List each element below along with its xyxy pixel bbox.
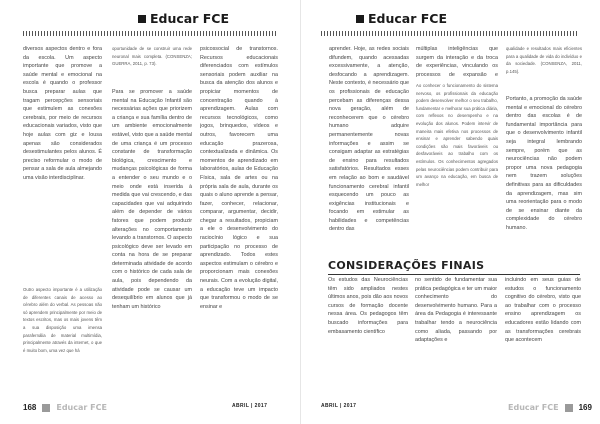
header-brand xyxy=(356,11,447,26)
footer-magazine-name: Educar FCE xyxy=(56,403,107,412)
right-footer xyxy=(508,403,592,412)
header-brand xyxy=(138,11,229,26)
left-footer-date xyxy=(232,403,267,409)
right-quote-box-cont: qualidade e resultados mais eficientes para a qualidade de vida do indivíduo e da sociedade. (CONSENZA, 2011, p.145). xyxy=(506,46,582,74)
magazine-name: Educar FCE xyxy=(150,11,229,26)
right-footer-date xyxy=(321,403,356,409)
left-quote-box-cont: oportunidade de se construir uma rede neuronal mais completa. (CONSENZA; GUERRA, 2011, p. 73). xyxy=(112,46,192,67)
issue-date: ABRIL | 2017 xyxy=(321,403,357,409)
header-rule xyxy=(321,31,579,36)
final-col3-text: incluindo em seus guias de estudos o funcionamento cognitivo do cérebro, visto que ao trabalhar com o processo ensino aprendizagem os educadores estão lidando com as transformações cerebrais que acontecem xyxy=(505,277,581,344)
footer-square-icon xyxy=(42,404,50,412)
header-rule xyxy=(23,31,278,36)
right-quote-box: Ao conhecer o funcionamento do sistema nervoso, os profissionais da educação podem desenvolver melhor o seu trabalho, fundamentar e melhorar sua prática diária, com reflexos no desempenho e na evolução dos alunos. Podem intervir de maneira mais efetiva nos processos de ensinar e aprender sabendo quais condições são mais favoráveis ou desfavoráveis ao trabalho com os estímulos. Os conhecimentos agregados pelas neurociências podem contribuir para um avanço na educação, em busca de melhor xyxy=(416,83,498,187)
left-footer xyxy=(23,403,107,412)
issue-date: ABRIL | 2017 xyxy=(232,403,268,409)
footer-square-icon xyxy=(565,404,573,412)
page-number: 169 xyxy=(578,403,592,412)
footer-magazine-name: Educar FCE xyxy=(508,403,559,412)
magazine-name: Educar FCE xyxy=(368,11,447,26)
page-number: 168 xyxy=(23,403,37,412)
final-col2-text: no sentido de fundamentar sua prática pedagógica e ter um maior conhecimento do desenvolvimento humano. Para a área da Pedagogia é interessante trabalhar tendo a neurociência como aliada, passando por adaptações e xyxy=(415,277,497,344)
final-col1-text: Os estudos das Neurociências têm sido ampliados nestes últimos anos, pois dão aos novos cursos de formação docente nessa área. Os pedagogos têm buscado informações para embasamento científico xyxy=(328,277,408,335)
square-icon xyxy=(356,15,364,23)
right-col1-text: aprender. Hoje, as redes sociais difundem, quando acessadas excessivamente, a atenção, desfocando a aprendizagem. Neste contexto, é necessário que os profissionais de educação percebam as diferenças dessa nova geração, além de reconhecerem que o cérebro humano adquire permanentemente novas informações e assim se consigam adaptar as estratégias de ensino para resultados satisfatórios. Resultados esses em relação ao bom e saudável funcionamento cerebral infantil esquecendo um pouco as exigências institucionais e focando em estimular as habilidades e competências dentro das xyxy=(329,46,409,233)
left-col1-text: diversos aspectos dentro e fora da escola. Um aspecto importante que promove a saúde mental e emocional na escola é quando o professor busca preparar aulas que tragam percepções sensoriais que estimulem as conexões cerebrais, por meio de recursos educacionais variados, visto que hoje aulas com giz e lousa apenas são considerados desestimulantes pelos alunos. É preciso reformular o modo de pensar a sala de aula almejando uma visão interdisciplinar. xyxy=(23,46,102,181)
right-col3-text: Portanto, a promoção da saúde mental e emocional do cérebro dentro das escolas é de fundamental importância para que o desenvolvimento infantil seja integral lembrando sempre, porém que as neurociências não podem propor uma nova pedagogia nem trazem soluções definitivas para as dificuldades da aprendizagem, mas sim uma reorientação para o modo de se ensinar diante da complexidade do cérebro humano. xyxy=(506,96,582,231)
left-col3-text: psicossocial de transtornos. Recursos educacionais diferenciados com estímulos sensoriais podem auxiliar na busca da atenção dos alunos e propiciar momentos de concentração quando à aprendizagem. Aulas com recursos tecnológicos, como jogos, brinquedos, vídeos e outros, favorecem uma educação prazerosa, contextualizada e dinâmica. Os momentos de aprendizado em laboratórios, aulas de Educação Física, sala de artes ou na própria sala de aula, durante os quais o aluno aprende a pensar, fazer, conhecer, relacionar, comparar, argumentar, decidir, chegar a resultados, propiciam a ele o desenvolvimento do raciocínio lógico e sua participação no processo de aprendizado. Todos estes aspectos estimulam o cérebro e proporcionam mais conexões neurais. Com a evolução digital, a educação teve um impacto que transformou o modo de se ensinar e xyxy=(200,46,278,310)
left-quote-box: Outro aspecto importante é a utilização de diferentes canais de acesso ao cérebro além do verbal. As pessoas não só aprendem principalmente por meio de textos escritos, mas os mais jovens têm a sua disposição uma imensa parafernália de material multimídia, principalmente através da internet, o que é muito bom, uma vez que há xyxy=(23,287,102,353)
square-icon xyxy=(138,15,146,23)
left-col2-text: Para se promover a saúde mental na Educação Infantil são necessárias ações que priorizem a criança e sua família dentro de um ambiente emocionalmente estável, visto que a saúde mental de uma criança é um processo constante de transformação biológica, crescimento e mudanças psicológicas de forma a entender o seu mundo e o meio onde está inserida à medida que vai crescendo, e das capacidades que vai adquirindo além de depender de vários fatores que podem produzir alterações no comportamento levando a transtornos. O aspecto psicológico deve ser levado em conta na hora de se preparar determinada atividade de acordo com o histórico de cada sala de aula, pois dependendo da atividade pode se causar um desequilíbrio em alunos que já tenham um histórico xyxy=(112,89,192,310)
right-col2-text: múltiplas inteligências que surgem da interação e da troca de experiências, vinculando os processos de expansão e xyxy=(416,46,498,78)
section-title: CONSIDERAÇÕES FINAIS xyxy=(328,259,580,275)
